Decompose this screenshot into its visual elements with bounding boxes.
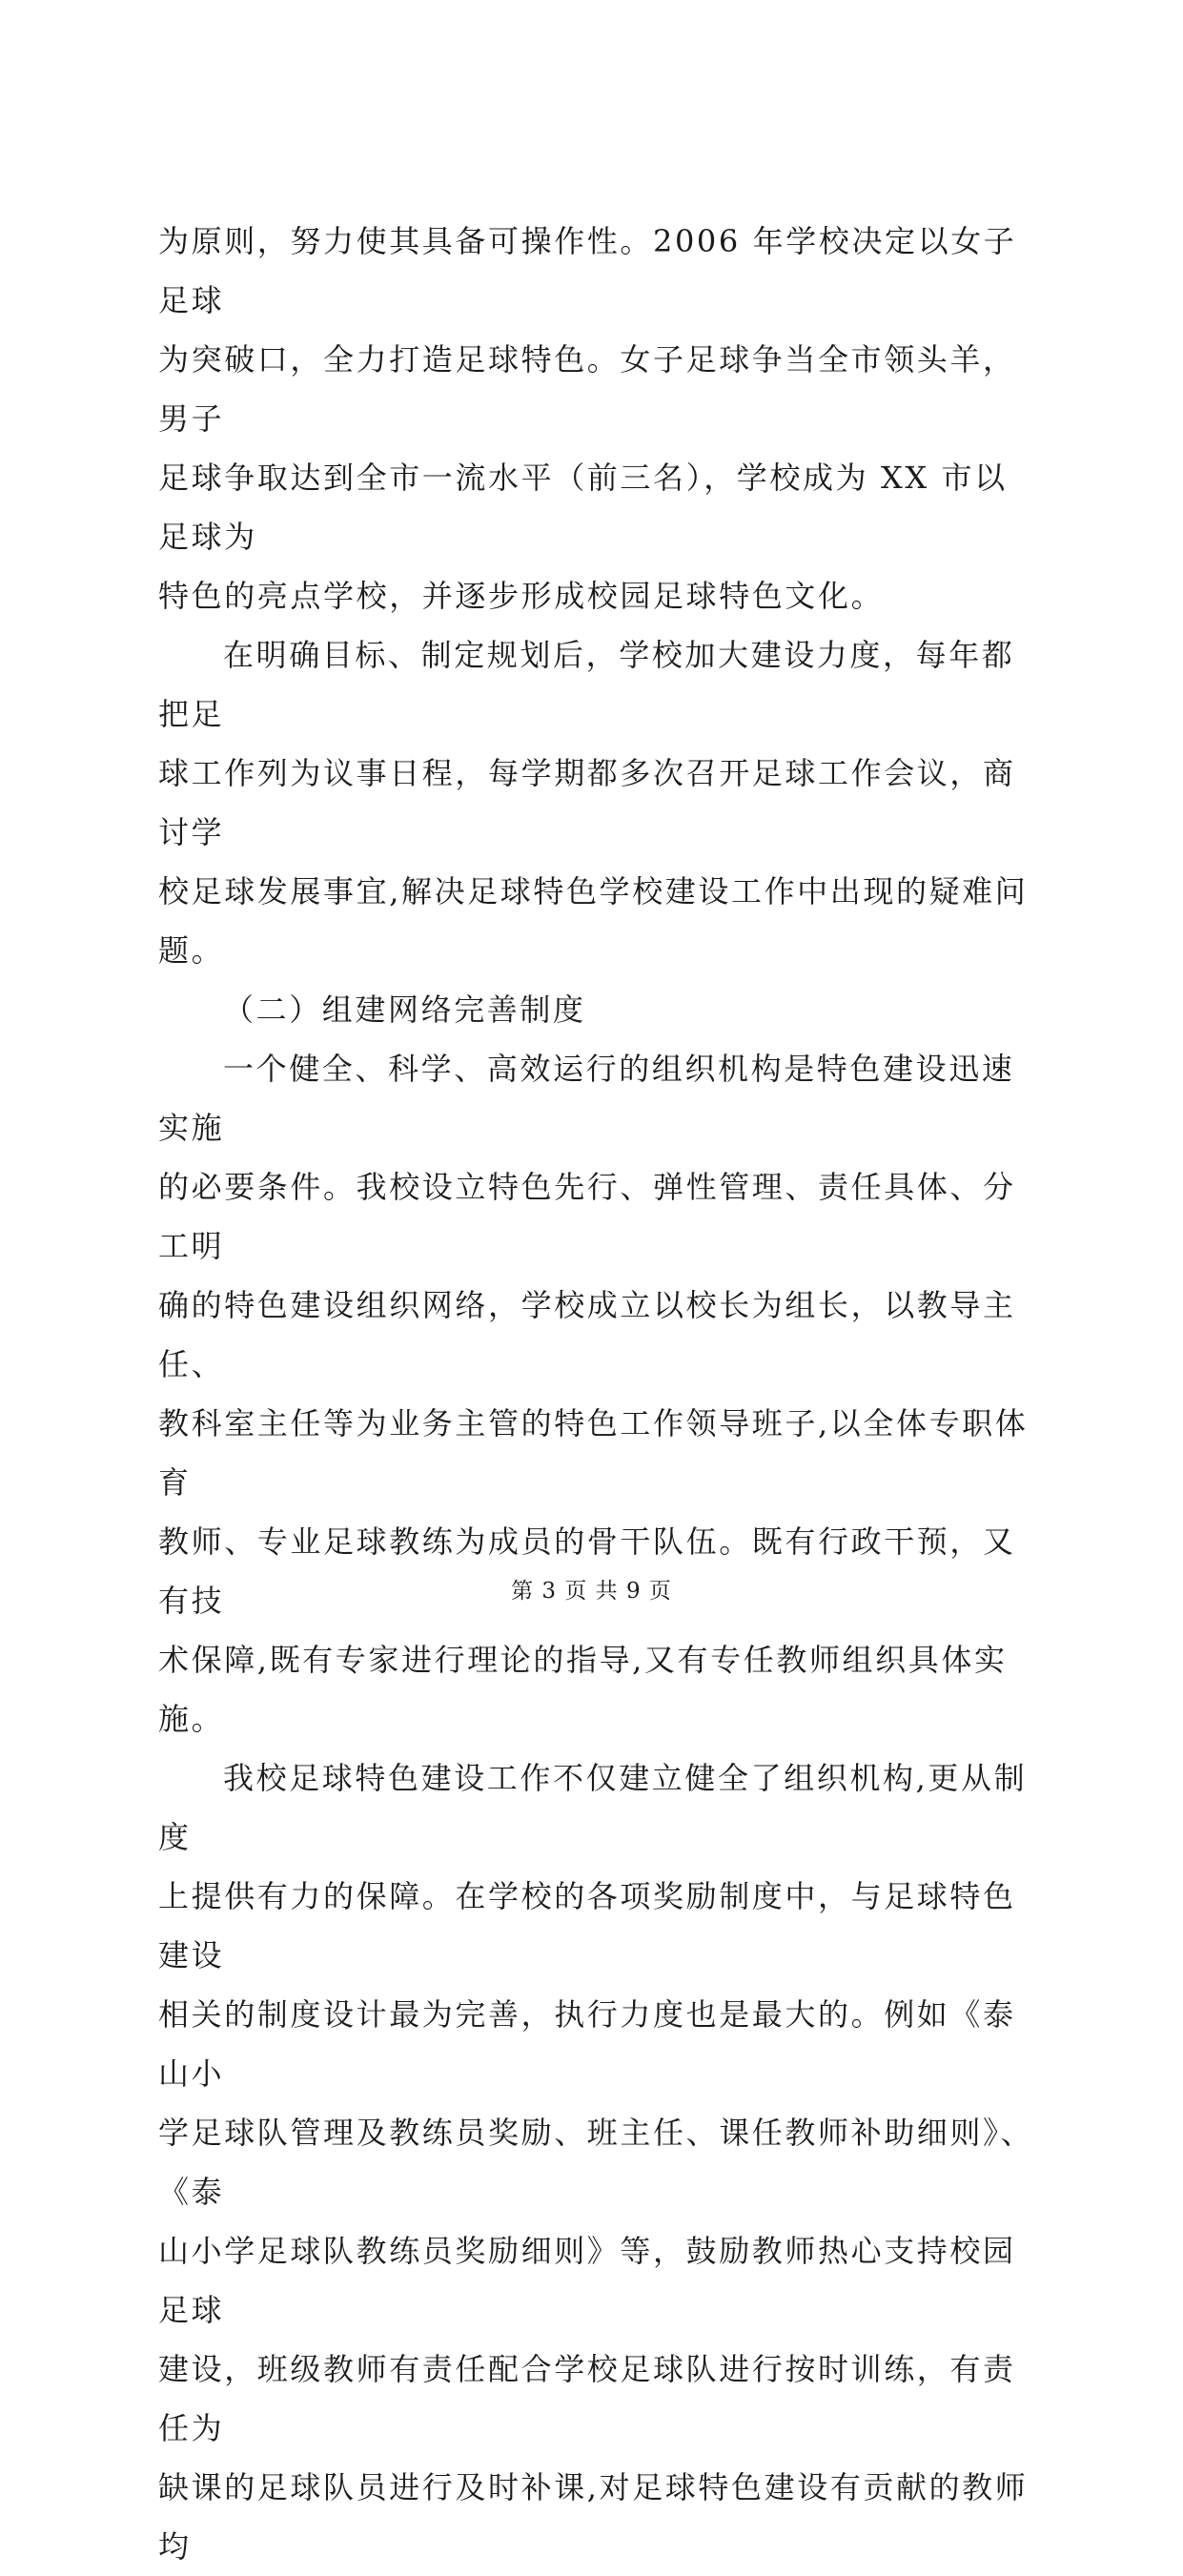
page-number-label: 第 3 页 共 9 页: [511, 1579, 672, 1604]
text-line: 建设，班级教师有责任配合学校足球队进行按时训练，有责任为: [158, 2351, 1016, 2446]
section-heading-text: （二）组建网络完善制度: [223, 992, 586, 1028]
document-body: [158, 212, 1035, 2576]
text-line: 足球争取达到全市一流水平（前三名），学校成为 XX 市以足球为: [158, 460, 1008, 555]
text-line: 校足球发展事宜,解决足球特色学校建设工作中出现的疑难问题。: [158, 873, 1029, 969]
text-line: 教科室主任等为业务主管的特色工作领导班子,以全体专职体育: [158, 1405, 1029, 1501]
text-line: 一个健全、科学、高效运行的组织机构是特色建设迅速实施: [158, 1051, 1015, 1146]
text-line: 球工作列为议事日程，每学期都多次召开足球工作会议，商讨学: [158, 755, 1016, 850]
text-line: 教师、专业足球教练为成员的骨干队伍。既有行政干预，又有技: [158, 1523, 1016, 1619]
text-line: 山小学足球队教练员奖励细则》等，鼓励教师热心支持校园足球: [158, 2233, 1016, 2328]
text-line: 缺课的足球队员进行及时补课,对足球特色建设有贡献的教师均: [158, 2469, 1029, 2565]
text-line: 为原则，努力使其具备可操作性。2006 年学校决定以女子足球: [158, 223, 1017, 318]
text-line: 特色的亮点学校，并逐步形成校园足球特色文化。: [158, 578, 885, 614]
text-line: 为突破口，全力打造足球特色。女子足球争当全市领头羊，男子: [158, 341, 1016, 437]
text-line: 确的特色建设组织网络，学校成立以校长为组长，以教导主任、: [158, 1287, 1016, 1382]
text-line: 我校足球特色建设工作不仅建立健全了组织机构,更从制度: [158, 1760, 1028, 1855]
text-line: 学足球队管理及教练员奖励、班主任、课任教师补助细则》、《泰: [158, 2115, 1034, 2210]
text-line: 上提供有力的保障。在学校的各项奖励制度中，与足球特色建设: [158, 1878, 1016, 1973]
page-footer: [0, 1573, 1183, 1605]
text-line: 在明确目标、制定规划后，学校加大建设力度，每年都把足: [158, 637, 1015, 732]
section-heading: [158, 980, 1035, 1039]
text-line: 术保障,既有专家进行理论的指导,又有专任教师组织具体实施。: [158, 1642, 1008, 1737]
paragraph-organization: [158, 1039, 1035, 1748]
paragraph-system: [158, 1748, 1035, 2576]
paragraph-goals-continued: [158, 212, 1035, 625]
paragraph-planning: [158, 625, 1035, 980]
text-line: 相关的制度设计最为完善，执行力度也是最大的。例如《泰山小: [158, 1996, 1016, 2092]
text-line: 的必要条件。我校设立特色先行、弹性管理、责任具体、分工明: [158, 1169, 1016, 1264]
